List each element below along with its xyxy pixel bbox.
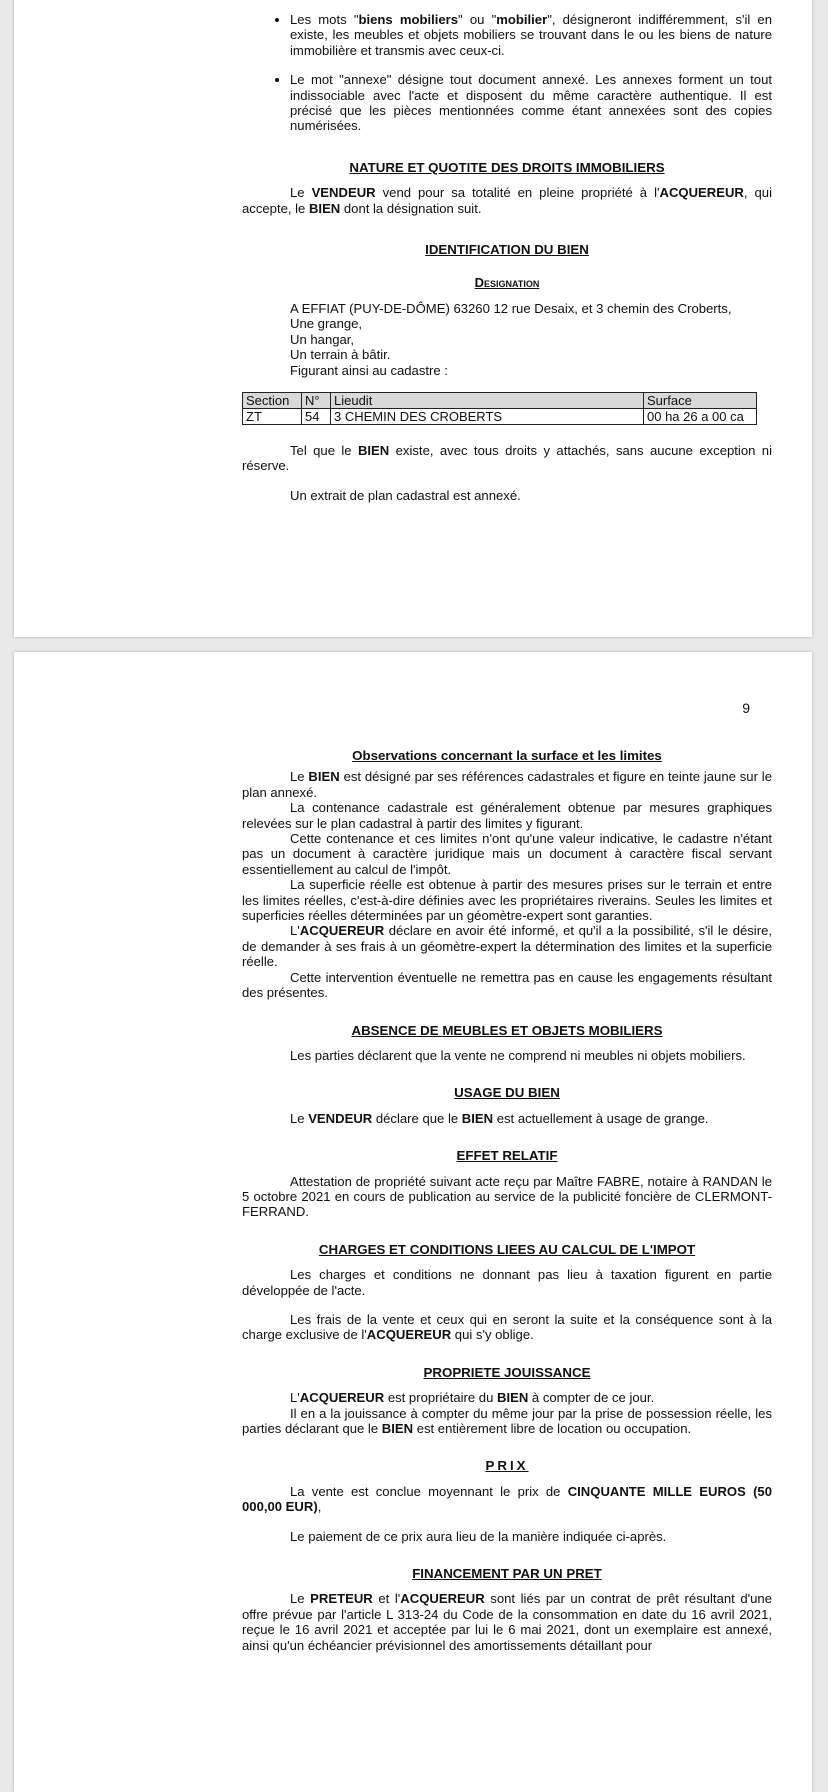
address-line: Un terrain à bâtir.: [290, 347, 391, 363]
paragraph: Le BIEN est désigné par ses références cadastrales et figure en teinte jaune sur le plan annexé.: [242, 769, 772, 800]
page-number: 9: [742, 700, 750, 716]
section-heading: PROPRIETE JOUISSANCE: [423, 1364, 591, 1380]
table-cell: 3 CHEMIN DES CROBERTS: [331, 408, 644, 424]
column-header: Surface: [644, 392, 757, 408]
paragraph: Le VENDEUR déclare que le BIEN est actuellement à usage de grange.: [290, 1110, 709, 1126]
column-header: N°: [302, 392, 331, 408]
text-run: ", désigneront indifféremment, s'il en existe, les meubles et objets mobiliers se trouvant dans le ou les biens de nature immobilière et transmis avec ceux-ci.: [290, 12, 772, 58]
bold-term: biens mobiliers: [358, 12, 459, 27]
address-line: Un hangar,: [290, 331, 355, 347]
address-line: A EFFIAT (PUY-DE-DÔME) 63260 12 rue Desaix, et 3 chemin des Croberts,: [290, 300, 732, 316]
section-heading: IDENTIFICATION DU BIEN: [425, 242, 589, 258]
list-item: [290, 12, 772, 58]
paragraph: La contenance cadastrale est généralement obtenue par mesures graphiques relevées sur le plan cadastral à partir des limites y figurant.: [242, 800, 772, 831]
table-row: [243, 408, 757, 424]
paragraph: L'ACQUEREUR est propriétaire du BIEN à compter de ce jour.: [290, 1390, 655, 1406]
section-heading: NATURE ET QUOTITE DES DROITS IMMOBILIERS: [349, 159, 665, 175]
page-content: [242, 12, 772, 503]
paragraph: Tel que le BIEN existe, avec tous droits y attachés, sans aucune exception ni réserve.: [242, 442, 772, 474]
list-item: • Le mot "annexe" désigne tout document annexé. Les annexes forment un tout indissociable avec l'acte et disposent du même caractère authentique. Il est précisé que les pièces mentionnées comme étant annexées sont des copies numérisées.: [290, 72, 772, 134]
paragraph: La superficie réelle est obtenue à partir des mesures prises sur le terrain et entre les limites réelles, c'est-à-dire définies avec les propriétaires riverains. Seules les limites et superficies réelles déterminées par un géomètre-expert sont garanties.: [242, 877, 772, 924]
text-run: Les mots ": [290, 12, 359, 27]
section-heading: ABSENCE DE MEUBLES ET OBJETS MOBILIERS: [351, 1022, 663, 1038]
paragraph: Le VENDEUR vend pour sa totalité en pleine propriété à l'ACQUEREUR, qui accepte, le BIEN dont la désignation suit.: [242, 185, 773, 216]
paragraph: Le PRETEUR et l'ACQUEREUR sont liés par un contrat de prêt résultant d'une offre prévue par l'article L 313-24 du Code de la consommation en date du 16 avril 2021, reçue le 16 avril 2021 et acceptée par lui le 6 mai 2021, dont un exemplaire est annexé, ainsi qu'un échéancier prévisionnel des amortissements détaillant pour: [242, 1591, 773, 1653]
table-cell: 00 ha 26 a 00 ca: [644, 408, 757, 424]
subsection-heading: Designation: [474, 275, 540, 291]
section-heading: EFFET RELATIF: [456, 1148, 558, 1164]
section-heading: Observations concernant la surface et les limites: [352, 748, 662, 763]
address-line: Une grange,: [290, 316, 363, 332]
paragraph: Le paiement de ce prix aura lieu de la manière indiquée ci-après.: [290, 1528, 667, 1544]
cadastre-table: [242, 392, 757, 425]
section-heading: USAGE DU BIEN: [454, 1085, 560, 1101]
paragraph: Les charges et conditions ne donnant pas lieu à taxation figurent en partie développée de l'acte.: [242, 1267, 772, 1298]
paragraph: Les frais de la vente et ceux qui en seront la suite et la conséquence sont à la charge exclusive de l'ACQUEREUR qui s'y oblige.: [242, 1311, 772, 1343]
section-heading: CHARGES ET CONDITIONS LIEES AU CALCUL DE L'IMPOT: [318, 1241, 696, 1257]
paragraph: Cette contenance et ces limites n'ont qu'une valeur indicative, le cadastre n'étant pas un document à caractère juridique mais un document à caractère fiscal servant essentiellement au calcul de l'impôt.: [242, 831, 772, 877]
page-content: [242, 748, 772, 1653]
paragraph: Cette intervention éventuelle ne remettra pas en cause les engagements résultant des présentes.: [242, 969, 772, 1001]
paragraph: L'ACQUEREUR déclare en avoir été informé, et qu'il a la possibilité, s'il le désire, de demander à ses frais à un géomètre-expert la détermination des limites et la superficie réelle.: [242, 923, 772, 970]
column-header: Lieudit: [331, 392, 644, 408]
document-page-8: [14, 0, 812, 637]
paragraph: Un extrait de plan cadastral est annexé.: [290, 487, 521, 503]
table-cell: 54: [302, 408, 331, 424]
bold-term: mobilier: [496, 12, 548, 27]
definitions-list: [242, 12, 772, 134]
property-address: [242, 301, 772, 378]
paragraph: La vente est conclue moyennant le prix de CINQUANTE MILLE EUROS (50 000,00 EUR),: [242, 1483, 772, 1515]
section-heading: PRIX: [485, 1458, 529, 1474]
text-run: " ou ": [458, 12, 497, 27]
column-header: Section: [243, 392, 302, 408]
section-heading: FINANCEMENT PAR UN PRET: [412, 1566, 602, 1582]
table-header-row: [243, 392, 757, 408]
document-page-9: [14, 652, 812, 1792]
table-cell: ZT: [243, 408, 302, 424]
paragraph: Attestation de propriété suivant acte reçu par Maître FABRE, notaire à RANDAN le 5 octobre 2021 en cours de publication au service de la publicité foncière de CLERMONT-FERRAND.: [242, 1173, 772, 1220]
paragraph: Il en a la jouissance à compter du même jour par la prise de possession réelle, les parties déclarant que le BIEN est entièrement libre de location ou occupation.: [242, 1405, 772, 1436]
paragraph: Les parties déclarent que la vente ne comprend ni meubles ni objets mobiliers.: [290, 1047, 746, 1063]
address-line: Figurant ainsi au cadastre :: [290, 362, 448, 378]
